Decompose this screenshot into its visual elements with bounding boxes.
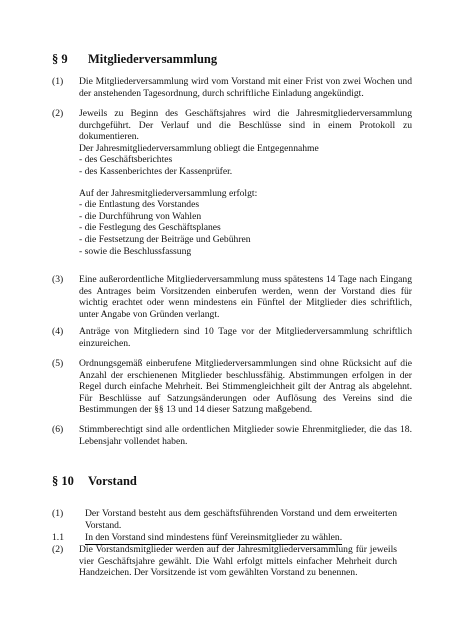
- section-9-paragraph-4: [52, 326, 412, 349]
- paragraph-line: - die Festlegung des Geschäftsplanes: [79, 222, 221, 234]
- section-9-number: § 9: [52, 52, 68, 66]
- paragraph-text: In den Vorstand sind mindestens fünf Vereinsmitglieder zu wählen.: [85, 532, 343, 543]
- paragraph-line: - die Festsetzung der Beiträge und Gebühren: [79, 233, 251, 245]
- paragraph-text: Der Vorstand besteht aus dem geschäftsführenden Vorstand und dem erweiterten Vorstand.: [85, 508, 397, 531]
- paragraph-number: (5): [52, 358, 64, 369]
- paragraph-number: 1.1: [52, 532, 64, 543]
- paragraph-text: Stimmberechtigt sind alle ordentlichen Mitglieder sowie Ehrenmitglieder, die das 18. Lebensjahr vollendet haben.: [79, 424, 412, 447]
- section-10-paragraph-2: [52, 544, 397, 579]
- paragraph-text: Die Vorstandsmitglieder werden auf der Jahresmitgliederversammlung für jeweils vier Geschäftsjahre gewählt. Die Wahl erfolgt mittels einfacher Mehrheit durch Handzeichen. Der Vorsitzende ist vom gewählten Vorstand zu benennen.: [79, 544, 397, 579]
- section-9-title: Mitgliederversammlung: [88, 52, 218, 66]
- paragraph-text: Anträge von Mitgliedern sind 10 Tage vor der Mitgliederversammlung schriftlich einzureichen.: [79, 326, 412, 349]
- section-10-heading: [52, 474, 137, 489]
- section-9-paragraph-6: [52, 424, 412, 447]
- paragraph-line: - sowie die Beschlussfassung: [79, 245, 192, 257]
- paragraph-number: (2): [52, 108, 64, 119]
- paragraph-number: (3): [52, 274, 64, 285]
- paragraph-line: Auf der Jahresmitgliederversammlung erfolgt:: [79, 187, 258, 199]
- section-9-paragraph-3: [52, 274, 412, 320]
- paragraph-text: Jeweils zu Beginn des Geschäftsjahres wird die Jahresmitgliederversammlung durchgeführt. Der Verlauf und die Beschlüsse sind in einem Protokoll zu dokumentieren.: [79, 108, 412, 143]
- section-10-title: Vorstand: [88, 474, 137, 488]
- section-9-heading: [52, 52, 217, 67]
- paragraph-line: - die Durchführung von Wahlen: [79, 210, 202, 222]
- paragraph-line: Der Jahresmitgliederversammlung obliegt die Entgegennahme: [79, 142, 319, 154]
- section-9-paragraph-1: [52, 76, 412, 99]
- paragraph-number: (4): [52, 326, 64, 337]
- paragraph-number: (6): [52, 424, 64, 435]
- paragraph-text: Die Mitgliederversammlung wird vom Vorstand mit einer Frist von zwei Wochen und der anstehenden Tagesordnung, durch schriftliche Einladung angekündigt.: [79, 76, 412, 99]
- paragraph-number: (1): [52, 508, 64, 519]
- paragraph-line: - des Kassenberichtes der Kassenprüfer.: [79, 165, 233, 177]
- paragraph-number: (2): [52, 544, 64, 555]
- section-9-paragraph-2: [52, 108, 412, 257]
- paragraph-text: Ordnungsgemäß einberufene Mitgliederversammlungen sind ohne Rücksicht auf die Anzahl der erschienenen Mitglieder beschlussfähig. Abstimmungen erfolgen in der Regel durch einfache Mehrheit. Bei Stimmengleichheit gilt der Antrag als abgelehnt. Für Beschlüsse auf Satzungsänderungen oder Auflösung des Vereins sind die Bestimmungen der §§ 13 und 14 dieser Satzung maßgebend.: [79, 358, 412, 416]
- paragraph-line: - die Entlastung des Vorstandes: [79, 199, 200, 211]
- section-10-number: § 10: [52, 474, 74, 488]
- section-9-paragraph-5: [52, 358, 412, 416]
- section-10-paragraph-1: [52, 508, 397, 531]
- section-10-paragraph-1-1: [52, 532, 397, 545]
- paragraph-text: Eine außerordentliche Mitgliederversammlung muss spätestens 14 Tage nach Eingang des Antrages beim Vorsitzenden einberufen werden, wenn der Vorstand dies für wichtig erachtet oder wenn mindestens ein Fünftel der Mitglieder dies schriftlich, unter Angabe von Gründen verlangt.: [79, 274, 412, 320]
- paragraph-number: (1): [52, 76, 64, 87]
- paragraph-line: - des Geschäftsberichtes: [79, 154, 173, 166]
